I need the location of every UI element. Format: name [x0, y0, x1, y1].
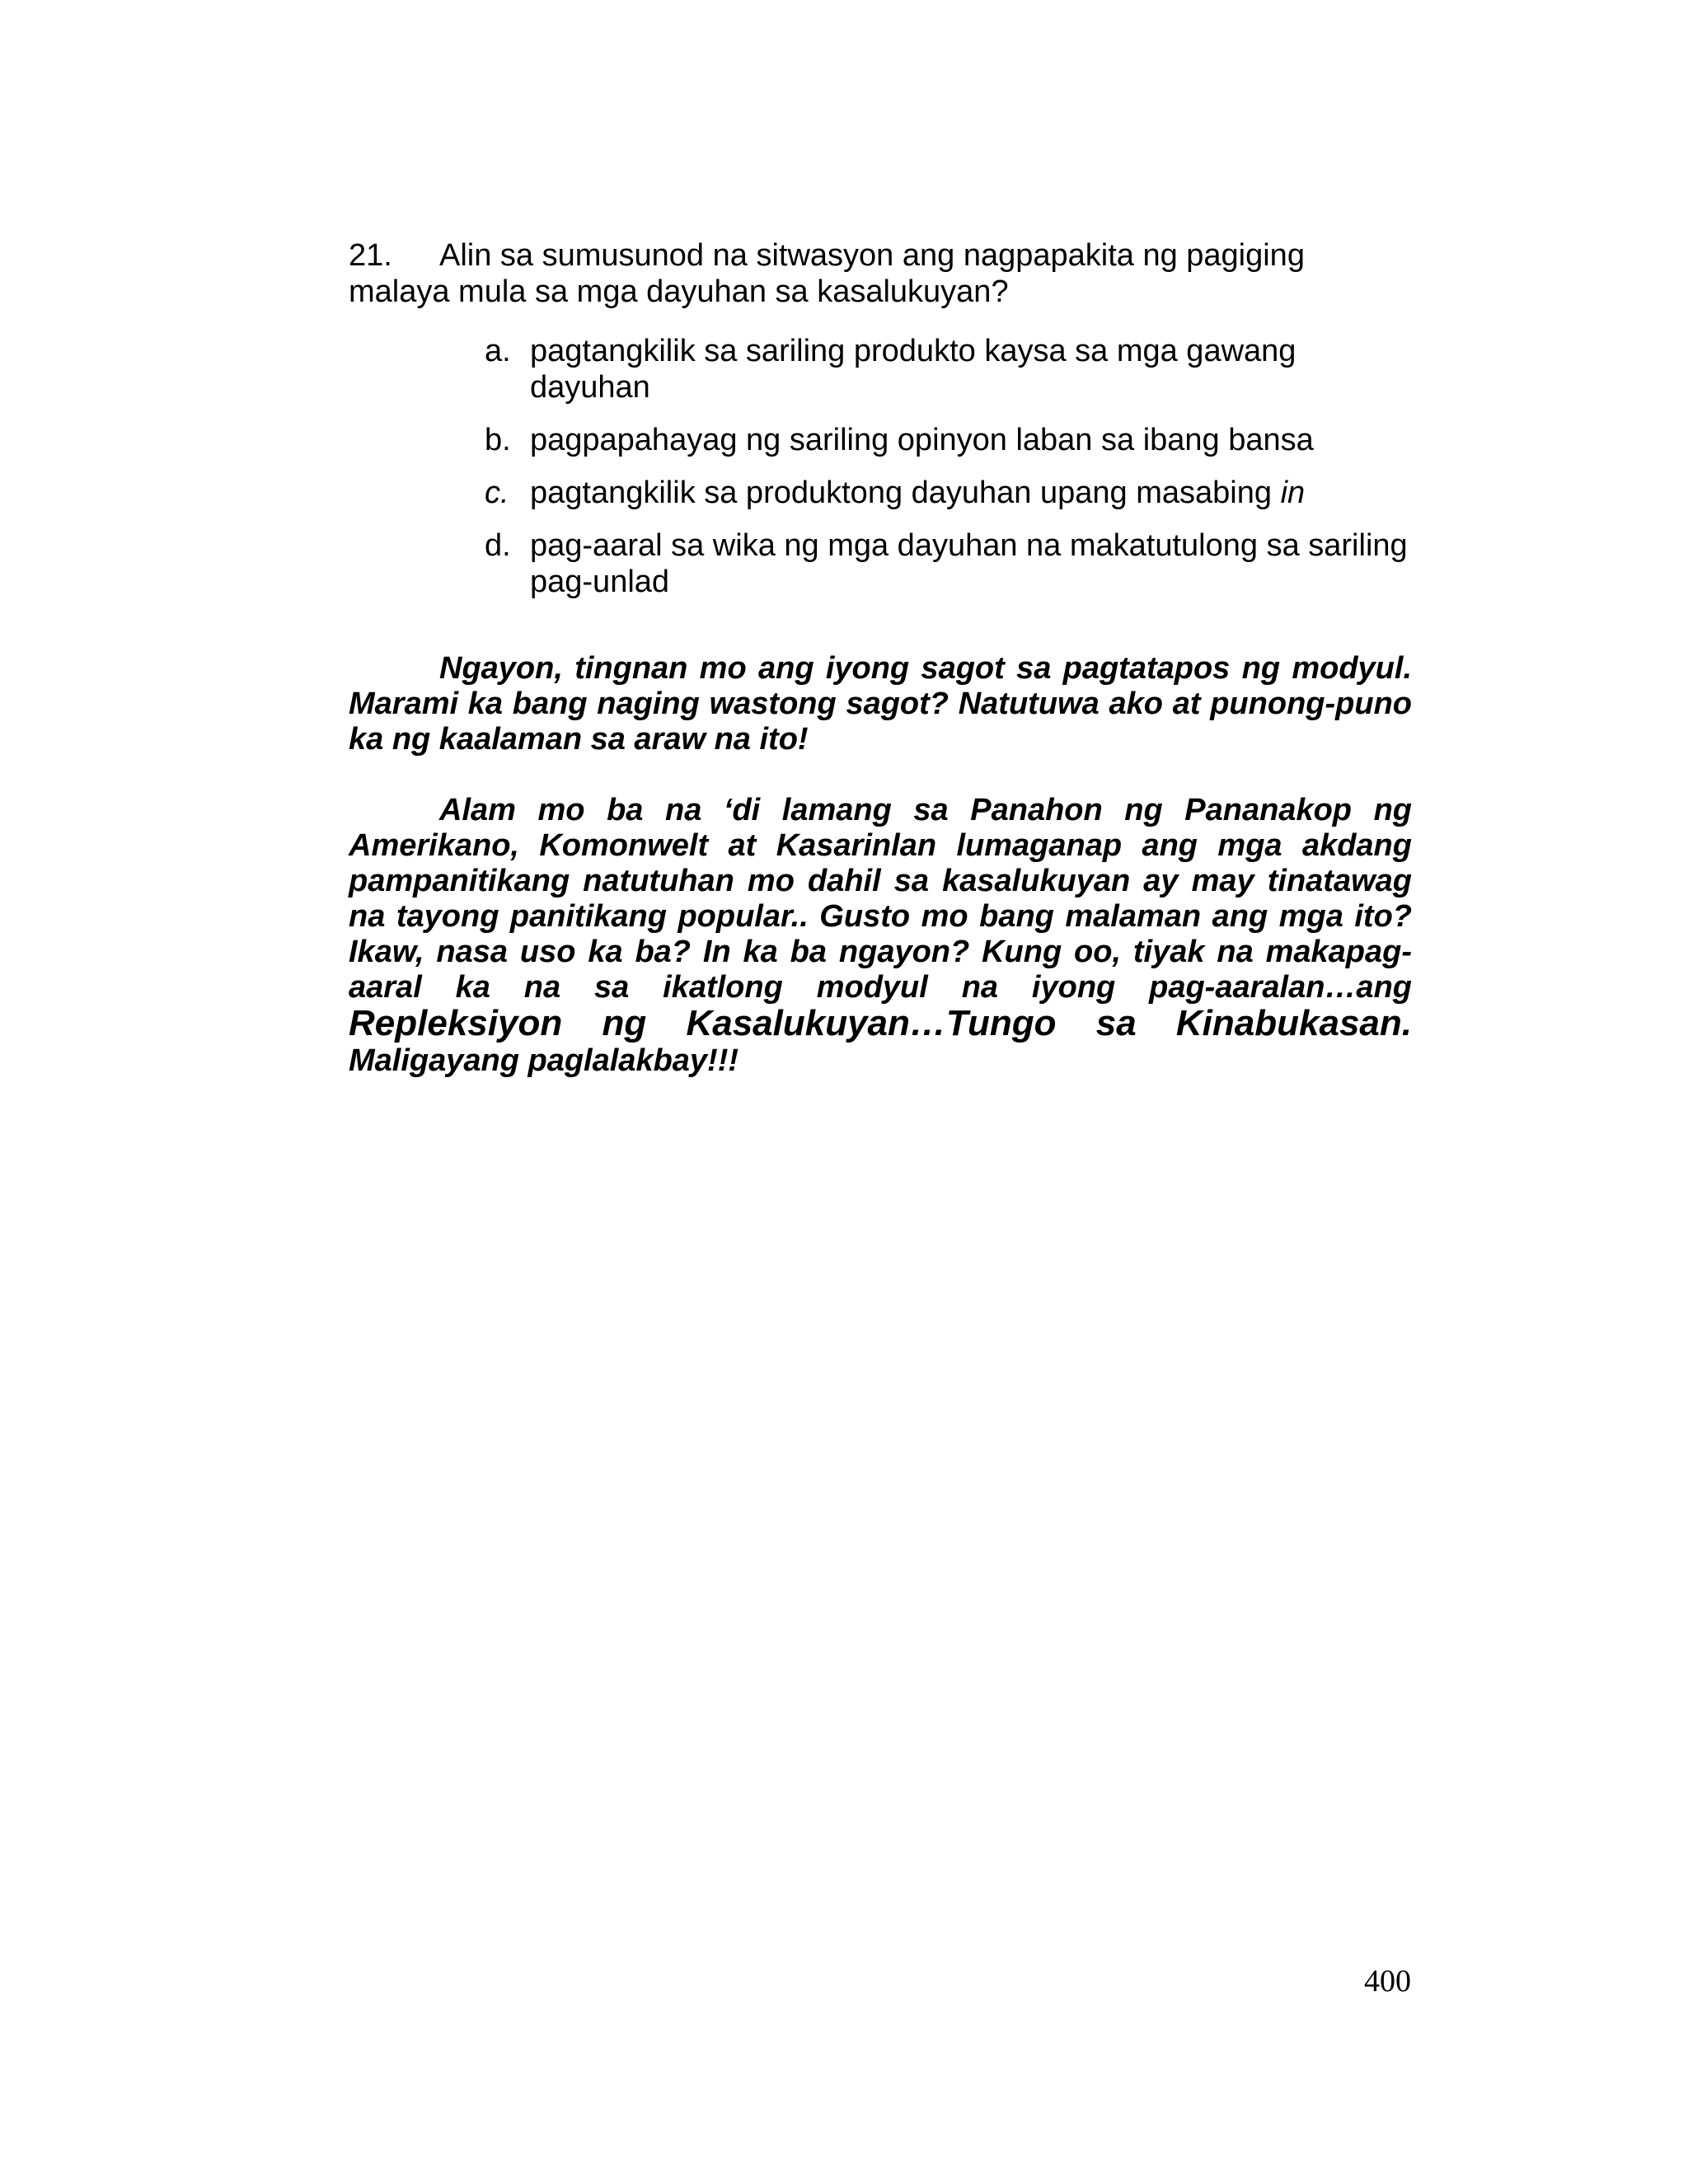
answer-choices: [349, 333, 1412, 600]
choice-text: pagpapahayag ng sariling opinyon laban sa ibang bansa: [530, 423, 1314, 457]
closing-paragraph-2: [349, 793, 1412, 1079]
choice-text: pag-aaral sa wika ng mga dayuhan na makatutulong sa sariling pag-unlad: [530, 528, 1408, 599]
choice-letter: a.: [485, 334, 511, 368]
question-number: 21.: [349, 238, 392, 273]
choice-text-main: pagtangkilik sa produktong dayuhan upang masabing: [530, 476, 1281, 510]
farewell-text: Maligayang paglalakbay!!!: [349, 1043, 739, 1078]
choice-letter: d.: [485, 528, 511, 563]
paragraph-body: Alam mo ba na ‘di lamang sa Panahon ng Pananakop ng Amerikano, Komonwelt at Kasarinlan lumaganap ang mga akdang pampanitikang natutuhan mo dahil sa kasalukuyan ay may tinatawag na tayong panitikang popular.. Gusto mo bang malaman ang mga ito? Ikaw, nasa uso ka ba? In ka ba ngayon? Kung oo, tiyak na makapag-aaral ka na sa ikatlong modyul na iyong pag-aaralan…ang: [349, 793, 1412, 1005]
choice-c: [485, 475, 1412, 511]
page-content: [349, 237, 1412, 1079]
question-text: Alin sa sumusunod na sitwasyon ang nagpapakita ng pagiging malaya mula sa mga dayuhan sa kasalukuyan?: [349, 238, 1305, 309]
page-number: 400: [1364, 1964, 1411, 1999]
choice-b: [485, 422, 1412, 458]
choice-letter: b.: [485, 423, 511, 457]
closing-paragraph-1: Ngayon, tingnan mo ang iyong sagot sa pagtatapos ng modyul. Marami ka bang naging wastong sagot? Natutuwa ako at punong-puno ka ng kaalaman sa araw na ito!: [349, 651, 1412, 757]
next-module-title: Repleksiyon ng Kasalukuyan…Tungo sa Kinabukasan.: [349, 1003, 1412, 1043]
choice-text: pagtangkilik sa sariling produkto kaysa sa mga gawang dayuhan: [530, 334, 1296, 405]
choice-text-italic: in: [1280, 476, 1306, 510]
question-21: [349, 237, 1412, 310]
choice-letter: c.: [485, 476, 509, 510]
choice-a: [485, 333, 1412, 405]
choice-d: [485, 527, 1412, 600]
choice-text: [530, 475, 1412, 511]
